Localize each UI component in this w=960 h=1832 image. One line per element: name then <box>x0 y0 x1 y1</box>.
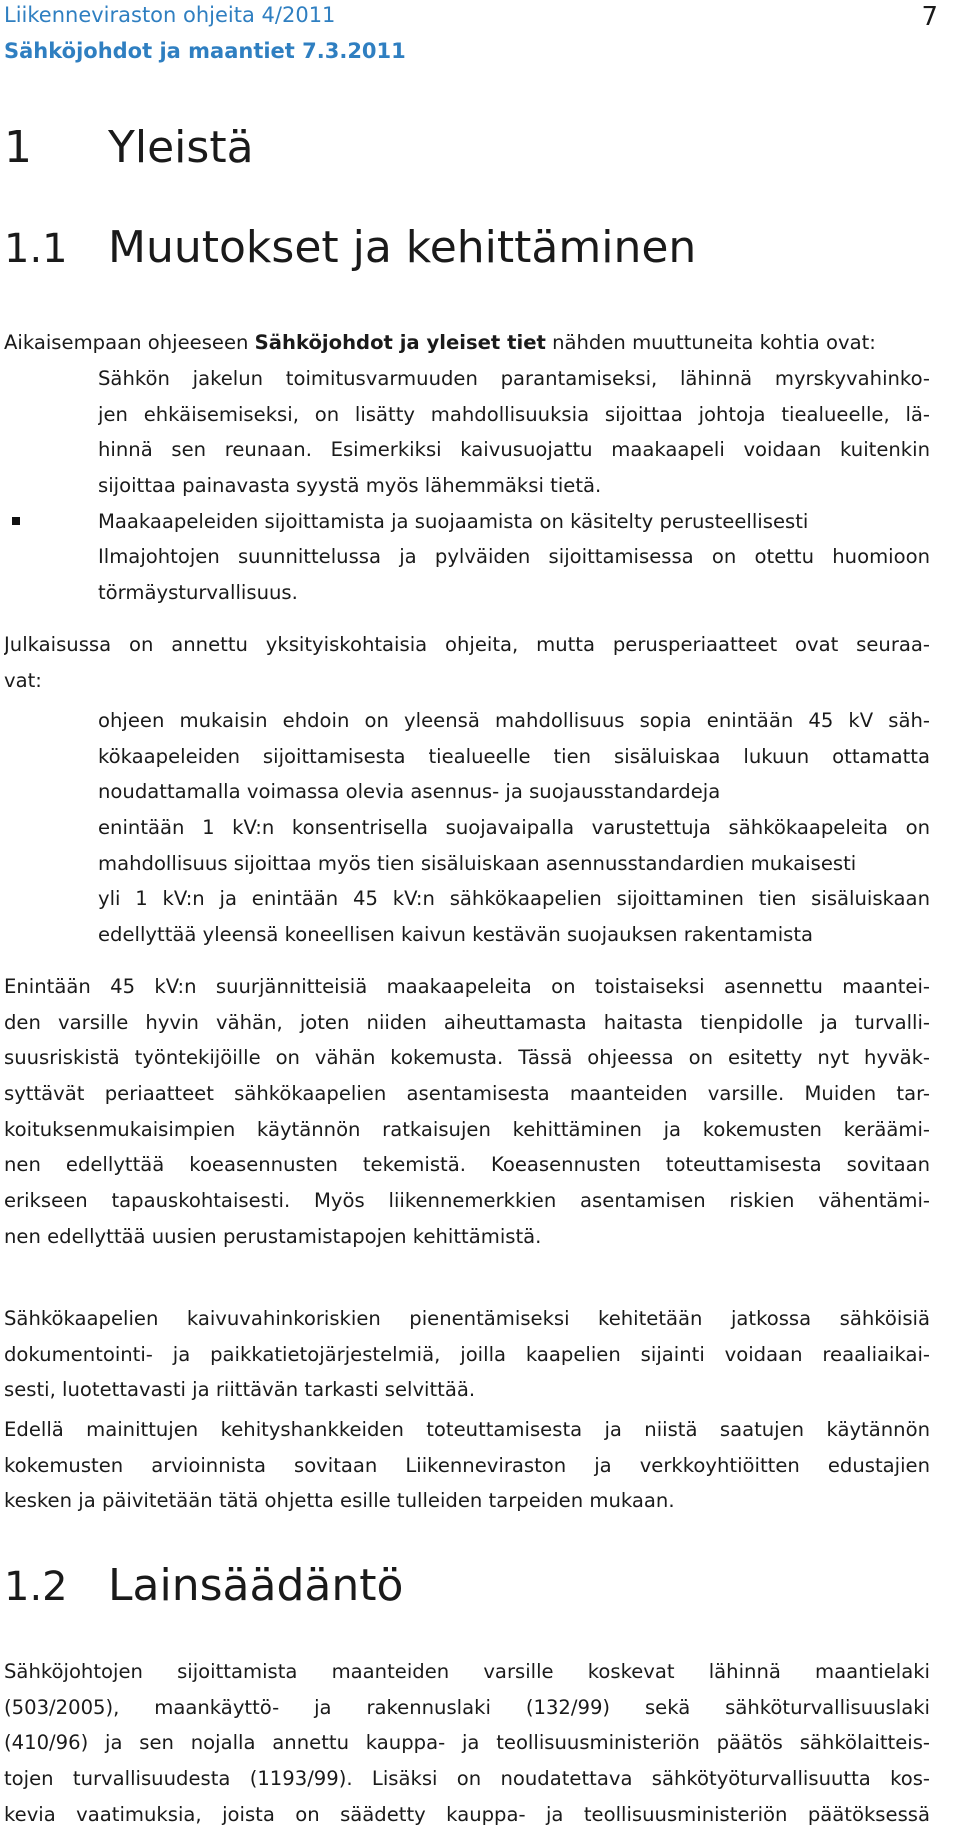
list-item: yli 1 kV:n ja enintään 45 kV:n sähkökaapelien sijoittaminen tien sisäluiskaan <box>98 881 930 917</box>
changes-list <box>4 361 930 611</box>
principles-paragraph: Julkaisussa on annettu yksityiskohtaisia ohjeita, mutta perusperiaatteet ovat seuraa- vat: <box>4 633 930 692</box>
list-item: ohjeen mukaisin ehdoin on yleensä mahdollisuus sopia enintään 45 kV säh- <box>98 703 930 739</box>
list-item-continuation: mahdollisuus sijoittaa myös tien sisäluiskaan asennusstandardien mukaisesti <box>98 851 857 875</box>
list-item: Sähkön jakelun toimitusvarmuuden parantamiseksi, lähinnä myrskyvahinko- <box>98 361 930 397</box>
section-title: Muutokset ja kehittäminen <box>108 222 697 273</box>
principles-list <box>4 703 930 953</box>
intro-paragraph <box>4 325 930 361</box>
paragraph-legislation: Sähköjohtojen sijoittamista maanteiden varsille koskevat lähinnä maantielaki (503/2005), maankäyttö- ja rakennuslaki (132/99) sekä sähköturvallisuuslaki (410/96) ja sen nojalla annettu kauppa- ja teollisuusministeriön päätös sähkölaitteis- tojen turvallisuudesta (1193/99). Lisäksi on noudatettava sähkötyöturvallisuutta kos- kevia vaatimuksia, joista on säädetty kauppa- ja teollisuusministeriön päätöksessä <box>4 1660 930 1826</box>
chapter-heading <box>4 122 254 174</box>
page-number: 7 <box>921 2 938 32</box>
paragraph-documentation: Sähkökaapelien kaivuvahinkoriskien pienentämiseksi kehitetään jatkossa sähköisiä dokumentointi- ja paikkatietojärjestelmiä, joilla kaapelien sijainti voidaan reaaliaikai- sesti, luotettavasti ja riittävän tarkasti selvittää. <box>4 1307 930 1402</box>
paragraph-development: Edellä mainittujen kehityshankkeiden toteuttamisesta ja niistä saatujen käytännön kokemusten arvioinnista sovitaan Liikenneviraston ja verkkoyhtiöitten edustajien kesken ja päivitetään tätä ohjetta esille tulleiden tarpeiden mukaan. <box>4 1418 930 1513</box>
chapter-number: 1 <box>4 122 32 173</box>
list-item-continuation: kökaapeleiden sijoittamisesta tiealueelle tien sisäluiskaa lukuun ottamatta <box>98 744 930 768</box>
paragraph-experience: Enintään 45 kV:n suurjännitteisiä maakaapeleita on toistaiseksi asennettu maantei- den varsille hyvin vähän, joten niiden aiheuttamasta haitasta tienpidolle ja turvalli- suusriskistä työntekijöille on vähän kokemusta. Tässä ohjeessa on esitetty nyt hyväk- syttävät periaatteet sähkökaapelien asentamisesta maanteiden varsille. Muiden tar- koituksenmukaisimpien käytännön ratkaisujen kehittäminen ja kokemusten keräämi- nen edellyttää koeasennusten tekemistä. Koeasennusten toteuttamisesta sovitaan erikseen tapauskohtaisesti. Myös liikennemerkkien asentamisen riskien vähentämi- nen edellyttää uusien perustamistapojen kehittämistä. <box>4 975 930 1248</box>
list-item: Ilmajohtojen suunnittelussa ja pylväiden sijoittamisessa on otettu huomioon <box>98 539 930 575</box>
running-header-title: Liikenneviraston ohjeita 4/2011 <box>4 3 336 27</box>
section-heading-1-2 <box>4 1560 403 1613</box>
running-header-subtitle: Sähköjohdot ja maantiet 7.3.2011 <box>4 39 406 63</box>
intro-text-end: nähden muuttuneita kohtia ovat: <box>545 331 876 354</box>
list-item: enintään 1 kV:n konsentrisella suojavaipalla varustettuja sähkökaapeleita on <box>98 810 930 846</box>
section-heading-1-1 <box>4 222 696 275</box>
list-item-continuation: sijoittaa painavasta syystä myös lähemmäksi tietä. <box>98 474 602 498</box>
list-item-continuation: jen ehkäisemiseksi, on lisätty mahdollisuuksia sijoittaa johtoja tiealueelle, lä- <box>98 402 930 426</box>
section-number: 1.1 <box>4 226 68 272</box>
list-item-continuation: törmäysturvallisuus. <box>98 581 298 605</box>
list-item-continuation: edellyttää yleensä koneellisen kaivun kestävän suojauksen rakentamista <box>98 923 814 947</box>
section-title: Lainsäädäntö <box>108 1560 404 1611</box>
chapter-title: Yleistä <box>108 122 254 173</box>
section-number: 1.2 <box>4 1564 68 1610</box>
intro-text-start: Aikaisempaan ohjeeseen <box>4 331 255 354</box>
list-item-continuation: noudattamalla voimassa olevia asennus- ja suojausstandardeja <box>98 780 721 804</box>
list-item: Maakaapeleiden sijoittamista ja suojaamista on käsitelty perusteellisesti <box>98 504 930 540</box>
list-item-continuation: hinnä sen reunaan. Esimerkiksi kaivusuojattu maakaapeli voidaan kuitenkin <box>98 438 930 462</box>
referenced-publication-title: Sähköjohdot ja yleiset tiet <box>254 331 546 354</box>
